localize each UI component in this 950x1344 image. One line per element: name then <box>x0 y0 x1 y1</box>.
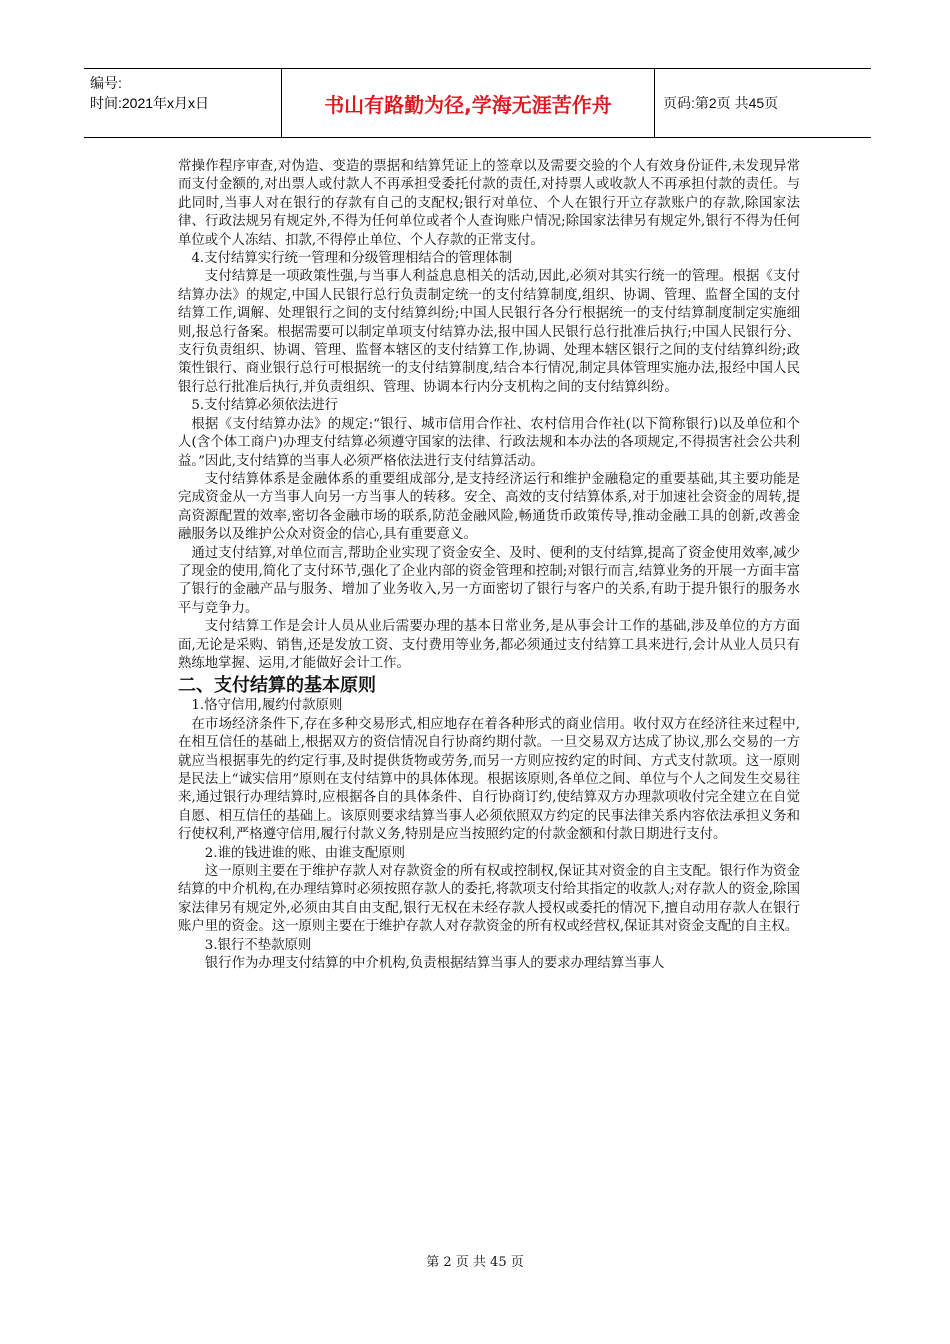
document-date: 时间:2021年x月x日 <box>90 95 210 111</box>
header-motto: 书山有路勤为径,学海无涯苦作舟 <box>324 92 612 117</box>
document-body <box>178 158 800 973</box>
subheading: 1.恪守信用,履约付款原则 <box>191 698 343 714</box>
header-page-info: 页码:第2页 共45页 <box>663 95 779 111</box>
paragraph: 银行作为办理支付结算的中介机构,负责根据结算当事人的要求办理结算当事人 <box>204 956 665 972</box>
page-header <box>84 68 871 138</box>
paragraph: 常操作程序审查,对伪造、变造的票据和结算凭证上的签章以及需要交验的个人有效身份证件,未发现异常而支付金额的,对出票人或付款人不再承担受委托付款的责任,对持票人或收款人不再承担付款的责任。与此同时,当事人对在银行的存款有自己的支配权;银行对单位、个人在银行开立存款账户的存款,除国家法律、行政法规另有规定外,不得为任何单位或者个人查询账户情况;除国家法律另有规定外,银行不得为任何单位或个人冻结、扣款,不得停止单位、个人存款的正常支付。 <box>178 159 800 248</box>
paragraph: 支付结算体系是金融体系的重要组成部分,是支持经济运行和维护金融稳定的重要基础,其主要功能是完成资金从一方当事人向另一方当事人的转移。安全、高效的支付结算体系,对于加速社会资金的周转,提高资源配置的效率,密切各金融市场的联系,防范金融风险,畅通货币政策传导,推动金融工具的创新,改善金融服务以及维护公众对资金的信心,具有重要意义。 <box>178 471 800 543</box>
paragraph: 支付结算是一项政策性强,与当事人利益息息相关的活动,因此,必须对其实行统一的管理。根据《支付结算办法》的规定,中国人民银行总行负责制定统一的支付结算制度,组织、协调、管理、监督全国的支付结算工作,调解、处理银行之间的支付结算纠纷;中国人民银行各分行根据统一的支付结算制度制定实施细则,报总行备案。根据需要可以制定单项支付结算办法,报中国人民银行总行批准后执行;中国人民银行分、支行负责组织、协调、管理、监督本辖区的支付结算工作,协调、处理本辖区银行之间的支付结算纠纷;政策性银行、商业银行总行可根据统一的支付结算制度,结合本行情况,制定具体管理实施办法,报经中国人民银行总行批准后执行,并负责组织、管理、协调本行内分支机构之间的支付结算纠纷。 <box>178 269 800 395</box>
subheading: 3.银行不垫款原则 <box>204 937 312 953</box>
subheading: 5.支付结算必须依法进行 <box>191 398 339 414</box>
subheading: 2.谁的钱进谁的账、由谁支配原则 <box>204 845 406 861</box>
paragraph: 支付结算工作是会计人员从业后需要办理的基本日常业务,是从事会计工作的基础,涉及单位的方方面面,无论是采购、销售,还是发放工资、支付费用等业务,都必须通过支付结算工具来进行,会计从业人员只有熟练地掌握、运用,才能做好会计工作。 <box>178 619 800 671</box>
paragraph: 这一原则主要在于维护存款人对存款资金的所有权或控制权,保证其对资金的自主支配。银行作为资金结算的中介机构,在办理结算时必须按照存款人的委托,将款项支付给其指定的收款人;对存款人的资金,除国家法律另有规定外,必须由其自由支配,银行无权在未经存款人授权或委托的情况下,擅自动用存款人在银行账户里的资金。这一原则主要在于维护存款人对存款资金的所有权或经营权,保证其对资金支配的自主权。 <box>178 864 800 935</box>
header-motto-cell <box>282 69 655 137</box>
paragraph: 在市场经济条件下,存在多种交易形式,相应地存在着各种形式的商业信用。收付双方在经济往来过程中,在相互信任的基础上,根据双方的资信情况自行协商约期付款。一旦交易双方达成了协议,那么交易的一方就应当根据事先的约定行事,及时提供货物或劳务,而另一方则应按约定的时间、方式支付款项。这一原则是民法上“诚实信用”原则在支付结算中的具体体现。根据该原则,各单位之间、单位与个人之间发生交易往来,通过银行办理结算时,应根据各自的具体条件、自行协商订约,使结算双方办理款项收付完全建立在自觉自愿、相互信任的基础上。该原则要求结算当事人必须依照双方约定的民事法律关系内容依法承担义务和行使权利,严格遵守信用,履行付款义务,特别是应当按照约定的付款金额和付款日期进行支付。 <box>178 716 800 843</box>
subheading: 4.支付结算实行统一管理和分级管理相结合的管理体制 <box>191 251 513 267</box>
section-heading: 二、支付结算的基本原则 <box>178 675 376 697</box>
paragraph: 通过支付结算,对单位而言,帮助企业实现了资金安全、及时、便利的支付结算,提高了资金使用效率,减少了现金的使用,简化了支付环节,强化了企业内部的资金管理和控制;对银行而言,结算业务的开展一方面丰富了银行的金融产品与服务、增加了业务收入,另一方面密切了银行与客户的关系,有助于提升银行的服务水平与竞争力。 <box>178 545 800 616</box>
paragraph: 根据《支付结算办法》的规定:“银行、城市信用合作社、农村信用合作社(以下简称银行)以及单位和个人(含个体工商户)办理支付结算必须遵守国家的法律、行政法规和本办法的各项规定,不得损害社会公共利益。”因此,支付结算的当事人必须严格依法进行支付结算活动。 <box>178 416 800 469</box>
header-meta <box>84 69 282 137</box>
document-number-label: 编号: <box>90 75 122 91</box>
page-footer: 第 2 页 共 45 页 <box>426 1255 524 1270</box>
